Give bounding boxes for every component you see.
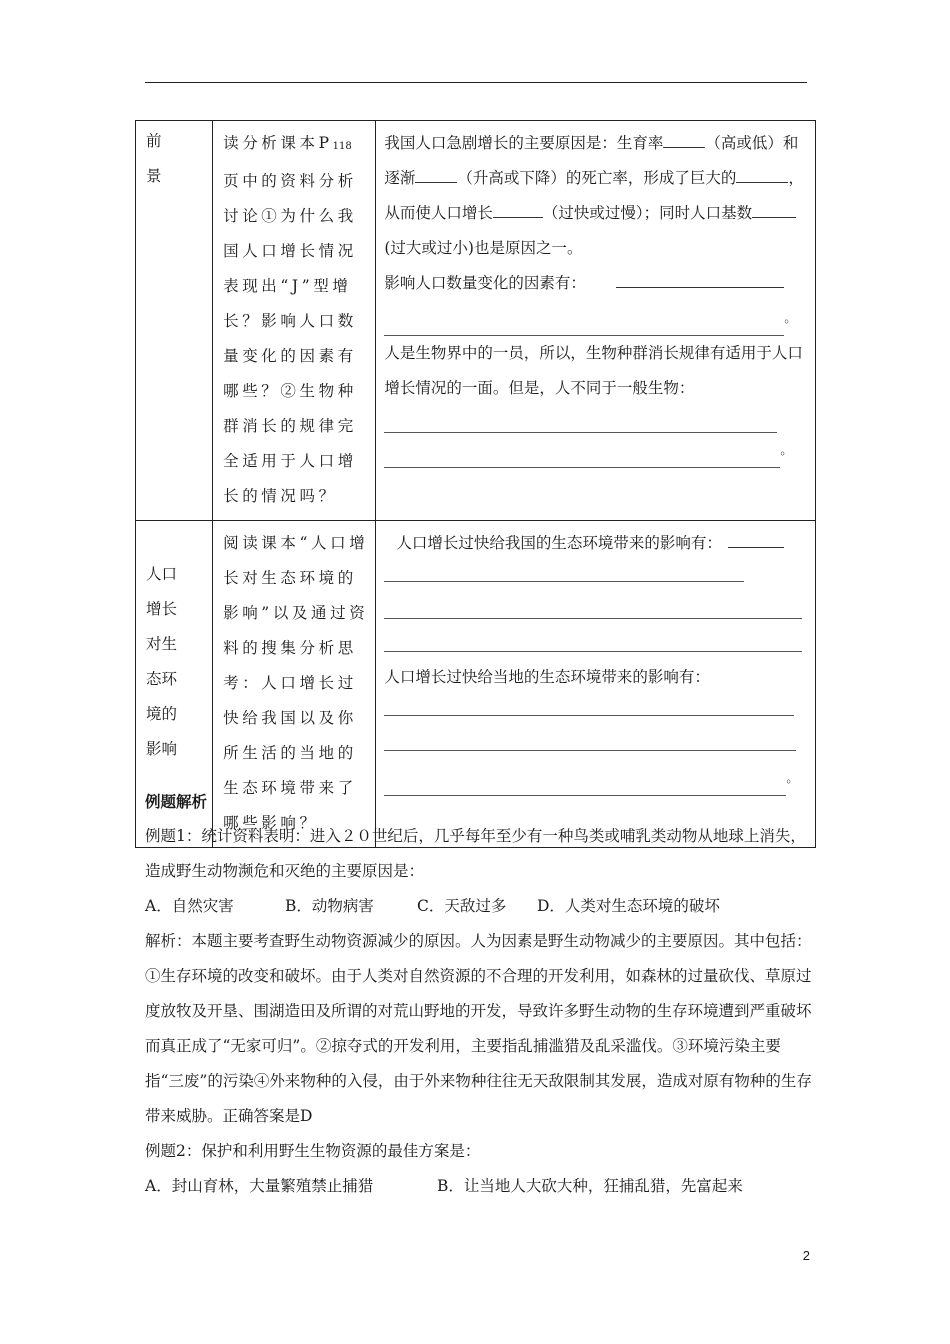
option-c: C．天敌过多 <box>417 897 507 915</box>
text-span: （过快或过慢）；同时人口基数 <box>542 204 753 222</box>
answer-line[interactable] <box>384 433 780 468</box>
examples-section <box>145 784 815 1204</box>
blank-factors[interactable] <box>616 267 784 288</box>
answer-line[interactable] <box>384 561 744 582</box>
answer-line-end <box>384 433 809 468</box>
page-number: 2 <box>802 1248 810 1263</box>
answer-line[interactable] <box>384 596 802 619</box>
cause-paragraph <box>384 126 809 266</box>
text-span: ，从而使人口增长 <box>384 169 804 222</box>
period: 。 <box>786 771 799 785</box>
table-row <box>136 121 816 521</box>
task-text <box>213 121 375 520</box>
task-text: 阅读课本“人口增长对生态环境的影响”以及通过资料的搜集分析思考：人口增长过快给我国以及你所生活的当地的生态环境带来了哪些影响？ <box>223 534 369 832</box>
header-rule <box>145 82 807 83</box>
question-local: 人口增长过快给当地的生态环境带来的影响有： <box>384 668 710 686</box>
blank-birthrate[interactable] <box>663 127 705 148</box>
text-span: (过大或过小)也是原因之一。 <box>384 239 583 257</box>
task-cell <box>213 121 376 521</box>
blank-base[interactable] <box>752 197 796 218</box>
answer-line[interactable] <box>384 301 784 336</box>
answer-line[interactable] <box>384 631 802 652</box>
example2-question: 例题2：保护和利用野生生物资源的最佳方案是： <box>145 1142 481 1160</box>
example2-options <box>145 1169 815 1204</box>
factors-line <box>384 266 809 301</box>
row-label: 前景 <box>146 132 162 185</box>
period: 。 <box>784 311 797 325</box>
option-d: D．人类对生态环境的破坏 <box>537 897 720 915</box>
study-table <box>135 120 816 848</box>
text-span: （高或低）和逐渐 <box>384 134 799 187</box>
text-span: 我国人口急剧增长的主要原因是：生育率 <box>384 134 664 152</box>
task-text-b: 页中的资料分析讨论①为什么我国人口增长情况表现出“J”型增长？影响人口数量变化的因素有哪些？②生物种群消长的规律完全适用于人口增长的情况吗？ <box>223 172 357 505</box>
page-subscript: 118 <box>332 141 352 152</box>
row-label-cell <box>136 121 213 521</box>
option-a: A．自然灾害 <box>145 897 234 915</box>
human-paragraph: 人是生物界中的一员，所以，生物种群消长规律有适用于人口增长情况的一面。但是，人不同于一般生物： <box>384 344 803 397</box>
option-a: A．封山育林，大量繁殖禁止捕猎 <box>145 1177 374 1195</box>
section-heading: 例题解析 <box>145 792 208 811</box>
row-label: 人口增长对生态环境的影响 <box>146 565 178 758</box>
example1-options <box>145 889 815 924</box>
option-b: B．动物病害 <box>285 897 374 915</box>
text-span: 影响人口数量变化的因素有： <box>384 274 586 292</box>
period: 。 <box>780 443 793 457</box>
blank-potential[interactable] <box>736 162 788 183</box>
task-text-a: 读分析课本P <box>223 134 333 152</box>
answer-area <box>376 521 815 802</box>
question-national <box>384 526 809 561</box>
answer-line[interactable] <box>384 695 794 716</box>
blank-national[interactable] <box>728 527 784 548</box>
answer-area <box>376 121 815 474</box>
factors-line-2 <box>384 301 809 336</box>
option-b: B．让当地人大砍大种，狂捕乱猎，先富起来 <box>437 1177 743 1195</box>
answer-cell <box>376 121 816 521</box>
blank-growth[interactable] <box>493 197 543 218</box>
answer-line[interactable] <box>384 728 796 751</box>
blank-deathrate[interactable] <box>415 162 457 183</box>
example1-analysis: 解析：本题主要考查野生动物资源减少的原因。人为因素是野生动物减少的主要原因。其中包括：①生存环境的改变和破坏。由于人类对自然资源的不合理的开发利用，如森林的过量砍伐、草原过度放牧及开垦、围湖造田及所谓的对荒山野地的开发，导致许多野生动物的生存环境遭到严重破坏而真正成了“无家可归”。②掠夺式的开发利用，主要指乱捕滥猎及乱采滥伐。③环境污染主要指“三废”的污染④外来物种的入侵，由于外来物种往往无天敌限制其发展，造成对原有物种的生存带来威胁。正确答案是D <box>145 932 812 1125</box>
text-span: （升高或下降）的死亡率，形成了巨大的 <box>457 169 737 187</box>
text-span: 人口增长过快给我国的生态环境带来的影响有： <box>396 534 722 552</box>
answer-line[interactable] <box>384 406 777 433</box>
example1-question: 例题1：统计资料表明：进入２０世纪后，几乎每年至少有一种鸟类或哺乳类动物从地球上消失，造成野生动物濒危和灭绝的主要原因是： <box>145 827 806 880</box>
